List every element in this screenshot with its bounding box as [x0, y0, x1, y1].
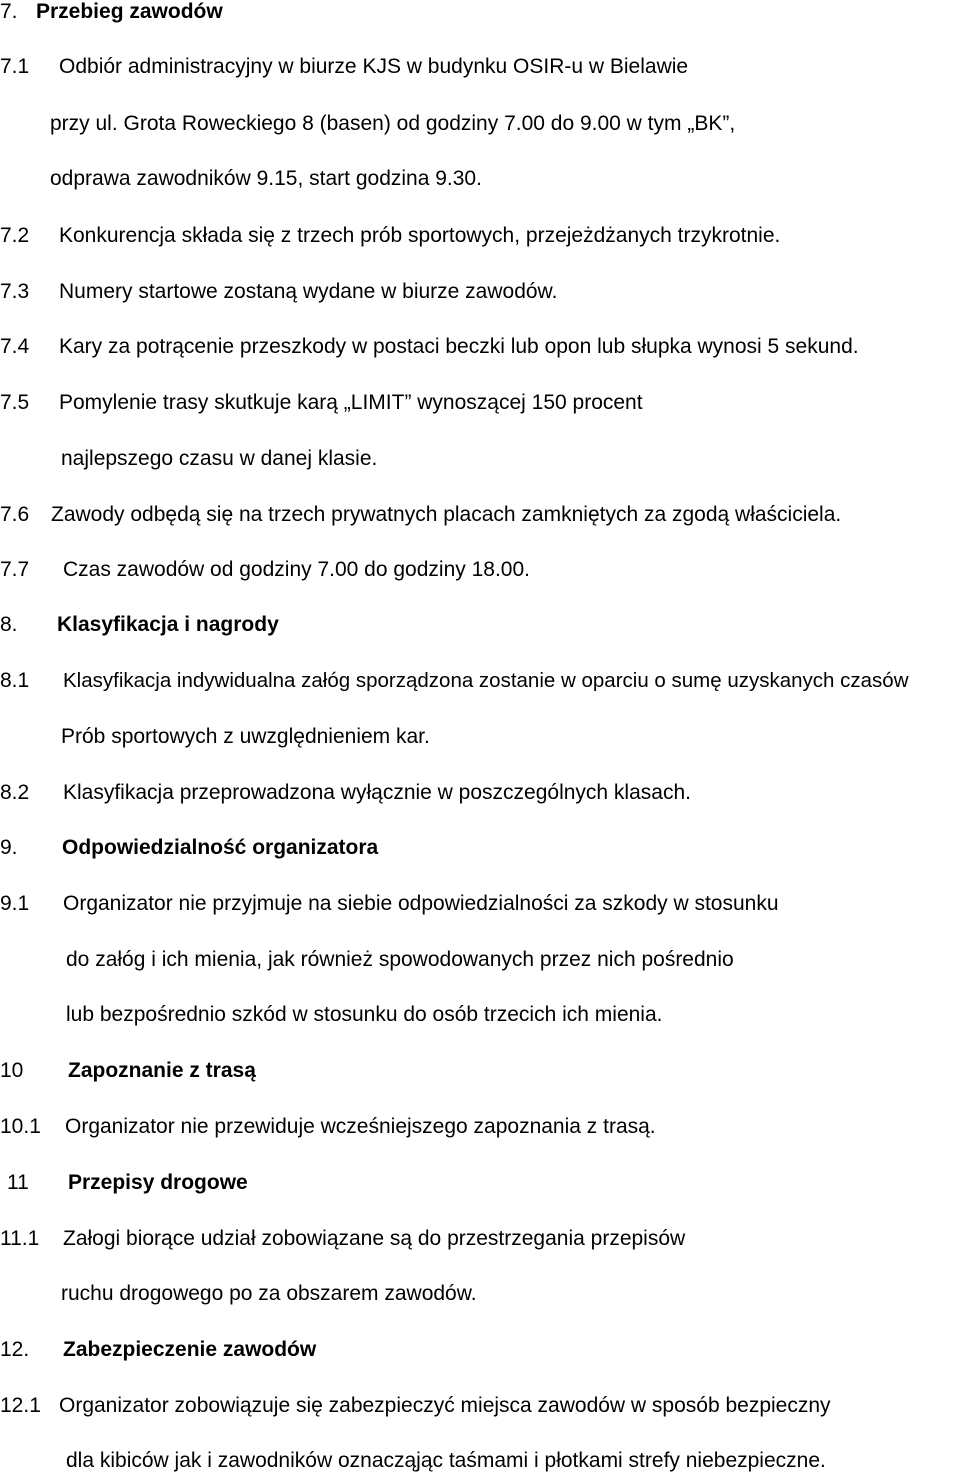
section-title: Zapoznanie z trasą — [68, 1059, 256, 1082]
section-number: 7. — [0, 0, 18, 23]
item-continuation: przy ul. Grota Roweckiego 8 (basen) od godziny 7.00 do 9.00 w tym „BK”, — [50, 112, 736, 135]
item-text: Pomylenie trasy skutkuje karą „LIMIT” wynoszącej 150 procent — [59, 391, 643, 414]
section-title: Odpowiedzialność organizatora — [62, 836, 379, 859]
item-text: Kary za potrącenie przeszkody w postaci beczki lub opon lub słupka wynosi 5 sekund. — [59, 335, 859, 358]
section-number: 11 — [7, 1171, 29, 1194]
item-text: Organizator zobowiązuje się zabezpieczyć miejsca zawodów w sposób bezpieczny — [59, 1394, 831, 1417]
item-number: 7.1 — [0, 55, 30, 78]
section-number: 12. — [0, 1338, 30, 1361]
item-continuation: Prób sportowych z uwzględnieniem kar. — [61, 725, 430, 748]
item-text: Zawody odbędą się na trzech prywatnych placach zamkniętych za zgodą właściciela. — [51, 503, 842, 526]
section-number: 10 — [0, 1059, 24, 1082]
item-number: 7.4 — [0, 335, 30, 358]
item-number: 7.2 — [0, 224, 30, 247]
item-number: 10.1 — [0, 1115, 41, 1138]
item-text: Klasyfikacja przeprowadzona wyłącznie w poszczególnych klasach. — [63, 781, 691, 804]
section-title: Przebieg zawodów — [36, 0, 223, 23]
item-number: 7.5 — [0, 391, 30, 414]
item-number: 8.1 — [0, 669, 30, 692]
item-number: 7.7 — [0, 558, 30, 581]
item-text: Klasyfikacja indywidualna załóg sporządzona zostanie w oparciu o sumę uzyskanych czasów — [63, 669, 909, 692]
item-continuation: odprawa zawodników 9.15, start godzina 9.30. — [50, 167, 482, 190]
section-title: Zabezpieczenie zawodów — [63, 1338, 317, 1361]
item-continuation: do załóg i ich mienia, jak również spowodowanych przez nich pośrednio — [66, 948, 734, 971]
section-number: 9. — [0, 836, 18, 859]
item-text: Odbiór administracyjny w biurze KJS w budynku OSIR-u w Bielawie — [59, 55, 689, 78]
item-continuation: najlepszego czasu w danej klasie. — [61, 447, 378, 470]
item-number: 9.1 — [0, 892, 30, 915]
item-continuation: lub bezpośrednio szkód w stosunku do osób trzecich ich mienia. — [66, 1003, 663, 1026]
item-number: 7.3 — [0, 280, 30, 303]
item-continuation: ruchu drogowego po za obszarem zawodów. — [61, 1282, 477, 1305]
item-text: Załogi biorące udział zobowiązane są do przestrzegania przepisów — [63, 1227, 686, 1250]
item-number: 8.2 — [0, 781, 30, 804]
section-title: Przepisy drogowe — [68, 1171, 248, 1194]
item-number: 7.6 — [0, 503, 30, 526]
item-continuation: dla kibiców jak i zawodników oznacząjąc taśmami i płotkami strefy niebezpieczne. — [66, 1449, 826, 1472]
section-title: Klasyfikacja i nagrody — [57, 613, 279, 636]
item-text: Organizator nie przyjmuje na siebie odpowiedzialności za szkody w stosunku — [63, 892, 779, 915]
item-number: 11.1 — [0, 1227, 40, 1250]
item-number: 12.1 — [0, 1394, 41, 1417]
section-number: 8. — [0, 613, 18, 636]
item-text: Organizator nie przewiduje wcześniejszego zapoznania z trasą. — [65, 1115, 656, 1138]
item-text: Konkurencja składa się z trzech prób sportowych, przejeżdżanych trzykrotnie. — [59, 224, 781, 247]
item-text: Numery startowe zostaną wydane w biurze zawodów. — [59, 280, 558, 303]
item-text: Czas zawodów od godziny 7.00 do godziny 18.00. — [63, 558, 530, 581]
